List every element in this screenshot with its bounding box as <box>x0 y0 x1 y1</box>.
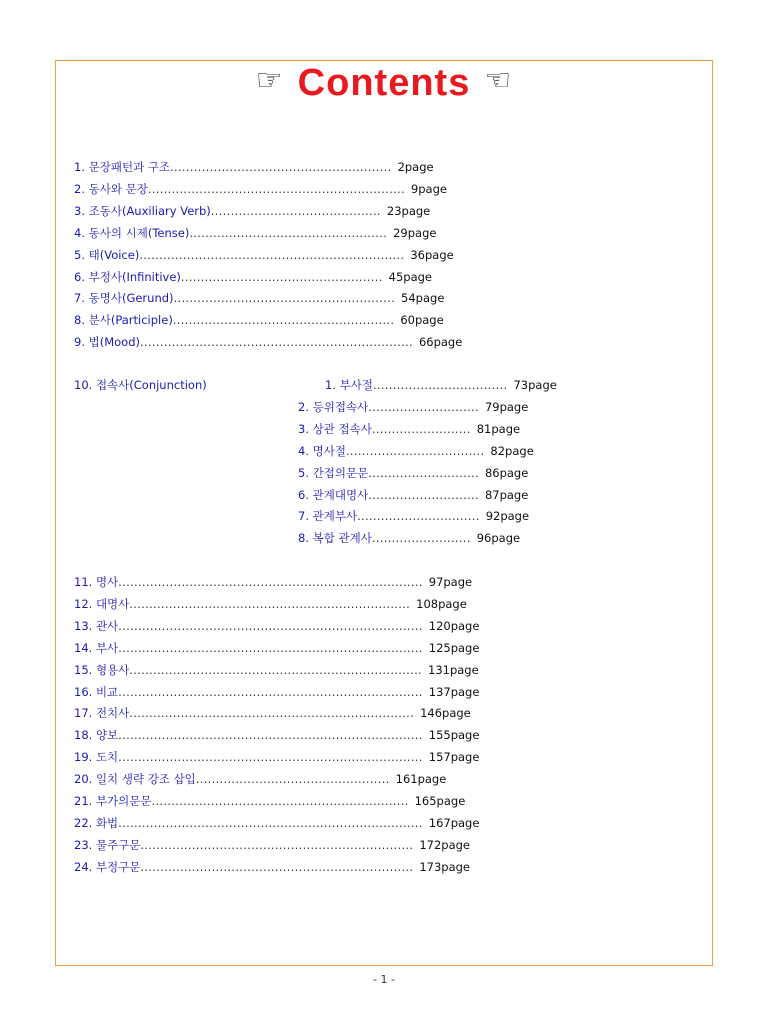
toc-label: 1. 부사절 <box>325 378 373 392</box>
toc-leader-dots: ........................................... <box>210 203 381 218</box>
toc-label: 6. 관계대명사 <box>298 487 369 502</box>
toc-page-number: 155page <box>428 728 480 743</box>
toc-label: 17. 전치사 <box>74 706 130 721</box>
toc-label: 8. 분사(Participle) <box>74 313 173 328</box>
toc-entry[interactable] <box>74 157 434 177</box>
toc-entry[interactable] <box>74 223 436 243</box>
toc-entry[interactable] <box>74 616 479 636</box>
toc-label: 15. 형용사 <box>74 662 130 677</box>
toc-leader-dots: ..................................................................... <box>140 837 414 852</box>
toc-page-number: 66page <box>418 335 463 350</box>
toc-label: 2. 등위접속사 <box>298 399 369 414</box>
toc-entry[interactable] <box>74 288 444 308</box>
toc-label: 12. 대명사 <box>74 596 130 611</box>
toc-page-number: 137page <box>428 684 480 699</box>
toc-entry[interactable] <box>74 813 479 833</box>
toc-page-number: 54page <box>401 291 445 306</box>
toc-page-number: 36page <box>410 247 454 262</box>
toc-leader-dots: ......................... <box>371 531 471 546</box>
toc-leader-dots: ................................................................... <box>139 247 405 262</box>
toc-entry[interactable] <box>74 179 447 199</box>
toc-page-number: 81page <box>476 421 521 436</box>
toc-entry[interactable] <box>74 660 479 680</box>
toc-leader-dots: ............................................................................. <box>118 750 423 765</box>
toc-leader-dots: ............................ <box>368 487 479 502</box>
pointing-hand-right-icon: ☞ <box>255 64 284 97</box>
toc-label: 13. 관사 <box>74 618 119 633</box>
toc-subentry[interactable] <box>298 463 528 483</box>
toc-leader-dots: ............................................................................. <box>118 575 423 589</box>
toc-page-number: 23page <box>386 203 431 218</box>
toc-label: 11. 명사 <box>74 575 119 589</box>
toc-page-number: 157page <box>428 750 480 765</box>
toc-page-number: 167page <box>428 815 480 830</box>
toc-label: 20. 일치 생략 강조 삽입 <box>74 772 196 787</box>
toc-label: 4. 동사의 시제(Tense) <box>74 225 190 240</box>
toc-leader-dots: ................................................. <box>195 772 390 787</box>
toc-leader-dots: ............................................................................. <box>118 815 423 830</box>
toc-subentry[interactable] <box>298 528 520 548</box>
toc-page-number: 87page <box>484 487 529 502</box>
toc-leader-dots: ......................... <box>371 421 471 436</box>
toc-entry[interactable] <box>74 332 462 352</box>
toc-page-number: 125page <box>428 640 480 655</box>
toc-entry[interactable] <box>74 638 479 658</box>
toc-entry[interactable] <box>74 769 446 789</box>
toc-leader-dots: ..................................................................... <box>140 859 414 874</box>
toc-page-number: 79page <box>484 399 529 414</box>
toc-leader-dots: .......................................................................... <box>129 662 422 677</box>
page-number: - 1 - <box>373 973 395 986</box>
toc-page-number: 60page <box>400 313 444 328</box>
pointing-hand-left-icon: ☜ <box>484 64 513 97</box>
toc-subentry[interactable] <box>298 419 520 439</box>
toc-label: 2. 동사와 문장 <box>74 181 148 196</box>
toc-entry[interactable] <box>74 245 454 265</box>
toc-subentry[interactable] <box>298 397 528 417</box>
toc-section-heading[interactable] <box>74 375 207 395</box>
toc-label: 9. 법(Mood) <box>74 335 141 350</box>
toc-leader-dots: ....................................................................... <box>129 596 411 611</box>
toc-page-number: 120page <box>428 618 480 633</box>
toc-page-number: 2page <box>397 160 434 174</box>
toc-label: 7. 관계부사 <box>298 509 358 524</box>
toc-page-number: 165page <box>414 794 466 808</box>
toc-label: 21. 부가의문문 <box>74 794 152 808</box>
toc-page-number: 131page <box>428 662 479 677</box>
toc-label: 8. 복합 관계사 <box>298 531 372 546</box>
toc-label: 5. 태(Voice) <box>74 247 140 262</box>
toc-label: 3. 상관 접속사 <box>298 421 372 436</box>
toc-entry[interactable] <box>74 201 430 221</box>
toc-page-number: 108page <box>416 596 467 611</box>
toc-page-number: 173page <box>419 859 470 874</box>
toc-entry[interactable] <box>74 791 465 811</box>
toc-entry[interactable] <box>74 747 479 767</box>
toc-page-number: 92page <box>485 509 530 524</box>
page-title: ☞ Contents ☜ <box>255 62 513 104</box>
toc-leader-dots: .................................................. <box>189 225 388 240</box>
toc-label: 6. 부정사(Infinitive) <box>74 269 181 284</box>
toc-page-number: 146page <box>420 706 471 721</box>
toc-entry[interactable] <box>74 835 470 855</box>
toc-entry[interactable] <box>74 594 467 614</box>
toc-leader-dots: ................................... <box>345 443 485 458</box>
toc-label: 5. 간접의문문 <box>298 465 369 480</box>
toc-entry[interactable] <box>74 310 444 330</box>
toc-page-number: 161page <box>395 772 447 787</box>
toc-page-number: 82page <box>490 443 534 458</box>
toc-entry[interactable] <box>74 572 472 592</box>
toc-leader-dots: ............................ <box>368 465 479 480</box>
toc-label: 23. 물주구문 <box>74 837 141 852</box>
toc-subentry[interactable] <box>298 485 528 505</box>
toc-subentry[interactable] <box>325 375 557 395</box>
toc-label: 4. 명사절 <box>298 443 346 458</box>
toc-label: 19. 도치 <box>74 750 119 765</box>
toc-leader-dots: ............................ <box>368 399 479 414</box>
toc-leader-dots: ............................................................................. <box>118 728 423 743</box>
toc-leader-dots: ........................................................ <box>170 160 392 174</box>
toc-leader-dots: ............................................................................. <box>118 640 423 655</box>
toc-leader-dots: .................................. <box>372 378 508 392</box>
toc-leader-dots: ................................................... <box>180 269 383 284</box>
toc-page-number: 172page <box>419 837 470 852</box>
toc-leader-dots: ..................................................................... <box>140 335 413 350</box>
toc-page-number: 29page <box>393 225 437 240</box>
toc-entry[interactable] <box>74 682 479 702</box>
toc-leader-dots: ........................................................................ <box>129 706 415 721</box>
toc-entry[interactable] <box>74 857 470 877</box>
toc-leader-dots: ................................................................. <box>147 181 405 196</box>
toc-label: 14. 부사 <box>74 640 119 655</box>
toc-leader-dots: ............................... <box>357 509 480 524</box>
toc-page-number: 96page <box>476 531 521 546</box>
toc-page-number: 97page <box>428 575 473 589</box>
toc-label: 10. 접속사(Conjunction) <box>74 378 207 392</box>
toc-entry[interactable] <box>74 267 432 287</box>
toc-label: 3. 조동사(Auxiliary Verb) <box>74 203 211 218</box>
toc-leader-dots: ............................................................................. <box>118 618 423 633</box>
toc-entry[interactable] <box>74 725 479 745</box>
toc-subentry[interactable] <box>298 506 529 526</box>
toc-subentry[interactable] <box>298 441 534 461</box>
toc-label: 24. 부정구문 <box>74 859 141 874</box>
toc-leader-dots: ................................................................. <box>151 794 409 808</box>
toc-page-number: 73page <box>513 378 557 392</box>
toc-label: 16. 비교 <box>74 684 119 699</box>
toc-label: 22. 화법 <box>74 815 119 830</box>
toc-entry[interactable] <box>74 703 471 723</box>
toc-page-number: 86page <box>484 465 529 480</box>
toc-label: 7. 동명사(Gerund) <box>74 291 174 306</box>
toc-label: 18. 양보 <box>74 728 119 743</box>
toc-page-number: 45page <box>388 269 433 284</box>
toc-leader-dots: ............................................................................. <box>118 684 423 699</box>
toc-leader-dots: ........................................................ <box>172 313 395 328</box>
toc-leader-dots: ........................................................ <box>173 291 396 306</box>
toc-label: 1. 문장패턴과 구조 <box>74 160 171 174</box>
toc-page-number: 9page <box>410 181 447 196</box>
